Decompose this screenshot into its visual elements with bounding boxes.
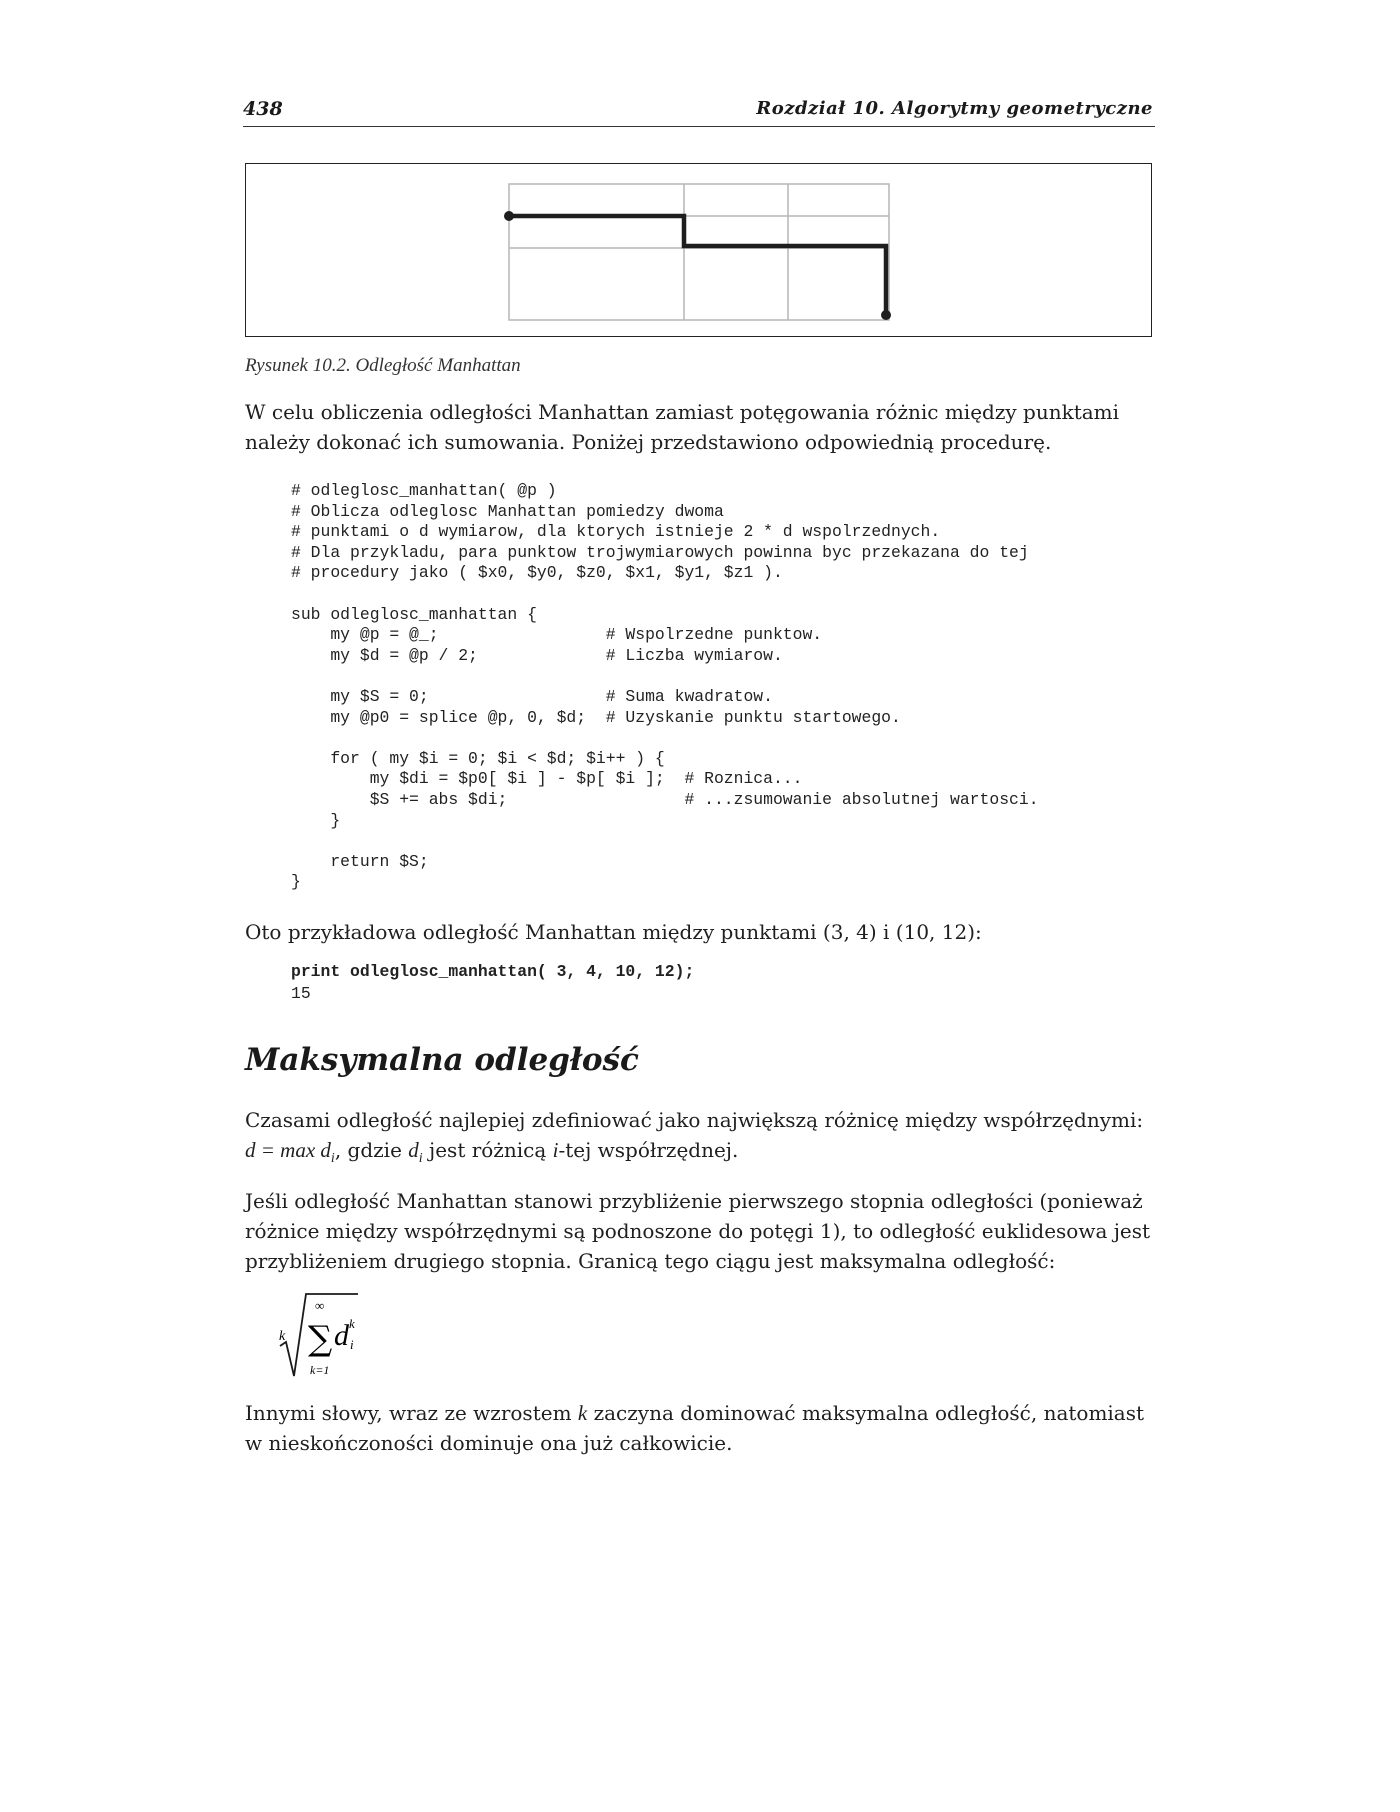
k-var: k <box>577 1401 588 1425</box>
closing-text-1: Innymi słowy, wraz ze wzrostem <box>245 1401 578 1425</box>
grid-outer <box>509 184 889 320</box>
max-distance-paragraph <box>245 1105 1157 1174</box>
formula-max: max d <box>280 1138 331 1162</box>
page-header <box>243 96 1155 127</box>
max-text-3: jest różnicą <box>422 1138 553 1162</box>
end-point <box>881 310 891 320</box>
intro-paragraph: W celu obliczenia odległości Manhattan zamiast potęgowania różnic między punktami należy dokonać ich sumowania. Poniżej przedstawiono odpowiednią procedurę. <box>245 400 1120 454</box>
closing-text-2: zaczyna dominować maksymalna odległość, natomiast w nieskończoności dominuje ona już całkowicie. <box>245 1401 1145 1455</box>
start-point <box>504 211 514 221</box>
closing-paragraph <box>245 1398 1157 1458</box>
formula-eq: = <box>255 1138 281 1162</box>
i-var: i <box>552 1138 559 1162</box>
max-text-4: -tej współrzędnej. <box>558 1138 739 1162</box>
example-output: 15 <box>291 984 311 1003</box>
formula-sub: i <box>330 1151 335 1166</box>
upper-limit: ∞ <box>315 1298 325 1313</box>
example-paragraph: Oto przykładowa odległość Manhattan między punktami (3, 4) i (10, 12): <box>245 920 982 944</box>
code-listing: # odleglosc_manhattan( @p ) # Oblicza odleglosc Manhattan pomiedzy dwoma # punktami o d wymiarow, dla ktorych istnieje 2 * d wspolrzednych. # Dla przykladu, para punktow trojwymiarowych powinna byc przekazana do tej # procedury jako ( $x0, $y0, $z0, $x1, $y1, $z1 ). sub odleglosc_manhattan { my @p = @_; # Wspolrzedne punktow. my $d = @p / 2; # Liczba wymiarow. my $S = 0; # Suma kwadratow. my @p0 = splice @p, 0, $d; # Uzyskanie punktu startowego. for ( my $i = 0; $i < $d; $i++ ) { my $di = $p0[ $i ] - $p[ $i ]; # Roznica... $S += abs $di; # ...zsumowanie absolutnej wartosci. } return $S; } <box>291 481 1039 892</box>
example-code: print odleglosc_manhattan( 3, 4, 10, 12); <box>291 962 695 981</box>
limit-paragraph: Jeśli odległość Manhattan stanowi przybliżenie pierwszego stopnia odległości (ponieważ różnice między współrzędnymi są podnoszone do potęgi 1), to odległość euklidesowa jest przybliżeniem drugiego stopnia. Granicą tego ciągu jest maksymalna odległość: <box>245 1189 1151 1273</box>
formula-d: d <box>245 1138 256 1162</box>
sum-symbol: ∑ <box>308 1319 333 1359</box>
d-var: d <box>408 1138 419 1162</box>
term-sub: i <box>350 1337 354 1352</box>
section-heading: Maksymalna odległość <box>245 1042 639 1078</box>
root-index: k <box>279 1329 286 1344</box>
term-d: d <box>334 1319 349 1352</box>
max-text-1: Czasami odległość najlepiej zdefiniować jako największą różnicę między współrzędnymi: <box>245 1108 1144 1132</box>
figure-caption: Rysunek 10.2. Odległość Manhattan <box>245 355 521 376</box>
term-sup: k <box>349 1316 355 1331</box>
lower-limit: k=1 <box>310 1363 330 1377</box>
grid-lines <box>509 184 889 320</box>
kth-root-sum-formula <box>278 1290 368 1380</box>
page-number: 438 <box>243 98 283 120</box>
manhattan-grid-diagram <box>246 164 1153 338</box>
chapter-title: Rozdział 10. Algorytmy geometryczne <box>756 98 1153 119</box>
manhattan-path <box>509 216 886 315</box>
d-sub: i <box>418 1151 423 1166</box>
max-text-2: , gdzie <box>334 1138 409 1162</box>
manhattan-figure <box>245 163 1152 337</box>
